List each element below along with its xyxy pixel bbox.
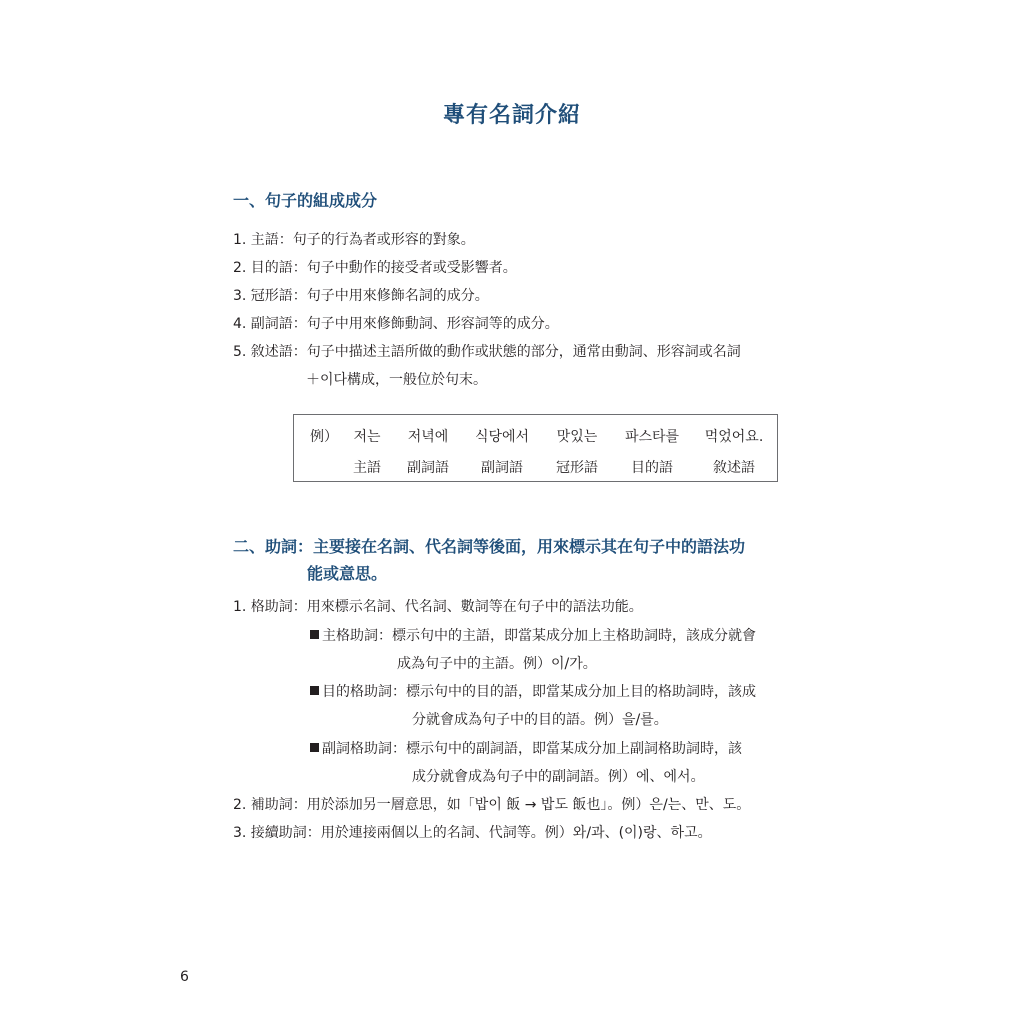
sub-item-text: 主格助詞：標示句中的主語，即當某成分加上主格助詞時，該成分就會 [322, 628, 756, 644]
section1-item-5: 5. 敘述語：句子中描述主語所做的動作或狀態的部分，通常由動詞、形容詞或名詞 [233, 344, 741, 360]
sub-item-text: 副詞格助詞：標示句中的副詞語，即當某成分加上副詞格助詞時，該 [322, 741, 742, 757]
example-word: 맛있는 [556, 429, 598, 445]
example-word: 파스타를 [624, 429, 680, 445]
example-word: 저녁에 [407, 429, 449, 445]
example-word: 먹었어요. [704, 429, 764, 445]
sub-item-nominative-continued: 成為句子中的主語。例）이/가。 [397, 656, 597, 672]
section1-item-4: 4. 副詞語：句子中用來修飾動詞、形容詞等的成分。 [233, 316, 559, 332]
sub-item-text: 目的格助詞：標示句中的目的語，即當某成分加上目的格助詞時，該成 [322, 684, 756, 700]
section1-item-1: 1. 主語：句子的行為者或形容的對象。 [233, 232, 475, 248]
section2-heading [233, 533, 745, 587]
example-role: 主語 [353, 460, 381, 476]
example-word: 저는 [353, 429, 381, 445]
sub-item-nominative [310, 626, 756, 646]
example-box [293, 414, 778, 482]
page-title: 專有名詞介紹 [442, 103, 581, 128]
sub-item-objective-continued: 分就會成為句子中的目的語。例）을/를。 [412, 712, 668, 728]
example-role-row [294, 457, 777, 477]
example-role: 副詞語 [481, 460, 523, 476]
section2-heading-line2: 能或意思。 [307, 564, 388, 583]
section1-item-2: 2. 目的語：句子中動作的接受者或受影響者。 [233, 260, 517, 276]
page-number: 6 [180, 969, 189, 985]
example-label: 例） [310, 429, 338, 445]
section2-item-3: 3. 接續助詞：用於連接兩個以上的名詞、代詞等。例）와/과、(이)랑、하고。 [233, 825, 712, 841]
square-bullet-icon [310, 743, 319, 752]
section1-heading: 一、句子的組成成分 [233, 191, 378, 210]
example-korean-row [294, 426, 777, 446]
section2-item-2: 2. 補助詞：用於添加另一層意思，如「밥이 飯 → 밥도 飯也」。例）은/는、만、도。 [233, 797, 751, 813]
section1-item-3: 3. 冠形語：句子中用來修飾名詞的成分。 [233, 288, 489, 304]
sub-item-objective [310, 682, 756, 702]
example-role: 目的語 [631, 460, 673, 476]
example-role: 敘述語 [713, 460, 755, 476]
example-role: 副詞語 [407, 460, 449, 476]
section1-item-5-continued: ＋이다構成，一般位於句末。 [306, 372, 488, 388]
example-role: 冠形語 [556, 460, 598, 476]
square-bullet-icon [310, 630, 319, 639]
section2-heading-line1: 二、助詞：主要接在名詞、代名詞等後面，用來標示其在句子中的語法功 [233, 537, 746, 556]
sub-item-adverbial [310, 739, 742, 759]
square-bullet-icon [310, 686, 319, 695]
example-word: 식당에서 [474, 429, 530, 445]
section2-item-1: 1. 格助詞：用來標示名詞、代名詞、數詞等在句子中的語法功能。 [233, 599, 643, 615]
sub-item-adverbial-continued: 成分就會成為句子中的副詞語。例）에、에서。 [412, 769, 705, 785]
